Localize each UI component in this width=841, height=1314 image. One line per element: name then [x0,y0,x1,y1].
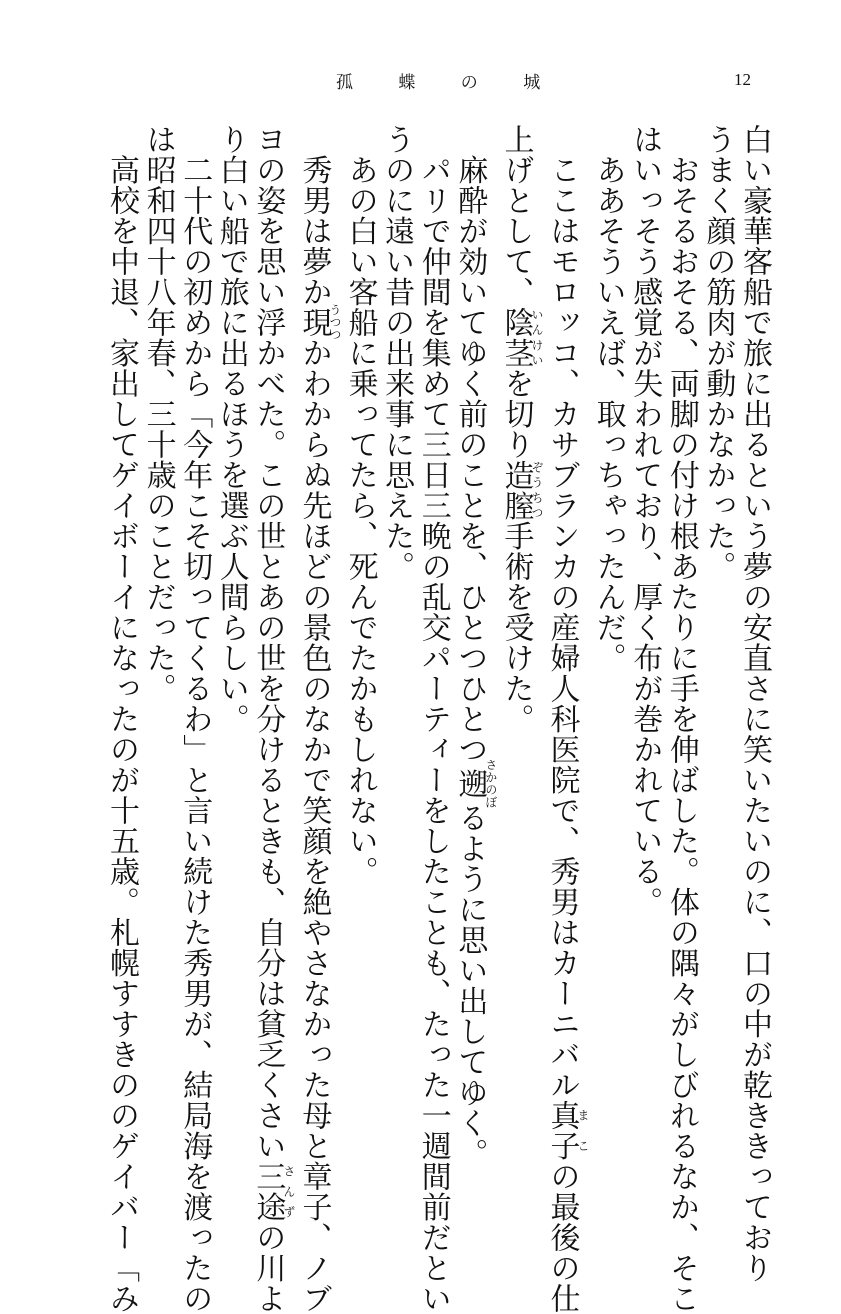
text-line: は昭和四十八年春、三十歳のことだった。 [140,124,176,704]
text-line: 上げとして、陰茎いんけいを切り造膣ぞうちつ手術を受けた。 [498,124,544,734]
text-line: 秀男は夢か現うつつかわからぬ先ほどの景色のなかで笑顔を絶やさなかった母と章子、ノブ [296,124,342,1314]
running-header-title: 孤 蝶 の 城 [336,73,561,93]
text-line: ああそういえば、取っちゃったんだ。 [590,124,626,673]
page-number: 12 [734,70,751,89]
text-line: 麻酔が効いてゆく前のことを、ひとつひとつ遡さかのぼるように思い出してゆく。 [452,124,498,1169]
text-line: パリで仲間を集めて三日三晩の乱交パーティーをしたことも、たった一週間前だとい [415,124,451,1314]
text-line: 白い豪華客船で旅に出るという夢の安直さに笑いたいのに、口の中が乾ききっており [737,124,772,1283]
text-line: ヨの姿を思い浮かべた。この世とあの世を分けるときも、自分は貧乏くさい三途さんずの川よ [250,124,296,1314]
text-line: うのに遠い昔の出来事に思えた。 [379,124,415,582]
vertical-body-text [104,124,772,1314]
text-line: 高校を中退、家出してゲイボーイになったのが十五歳。札幌すすきののゲイバー「み [104,124,139,1314]
text-line: 二十代の初めから「今年こそ切ってくるわ」と言い続けた秀男が、結局海を渡ったの [177,124,213,1314]
text-line: あの白い客船に乗ってたら、死んでたかもしれない。 [342,124,378,887]
text-line: り白い船で旅に出るほうを選ぶ人間らしい。 [213,124,249,734]
text-line: はいっそう感覚が失われており、厚く布が巻かれている。 [627,124,663,917]
text-line: おそるおそる、両脚の付け根あたりに手を伸ばした。体の隅々がしびれるなか、そこ [663,124,699,1314]
text-line: うまく顔の筋肉が動かなかった。 [700,124,736,582]
text-line: ここはモロッコ、カサブランカの産婦人科医院で、秀男はカーニバル真子まこの最後の仕 [544,124,591,1314]
